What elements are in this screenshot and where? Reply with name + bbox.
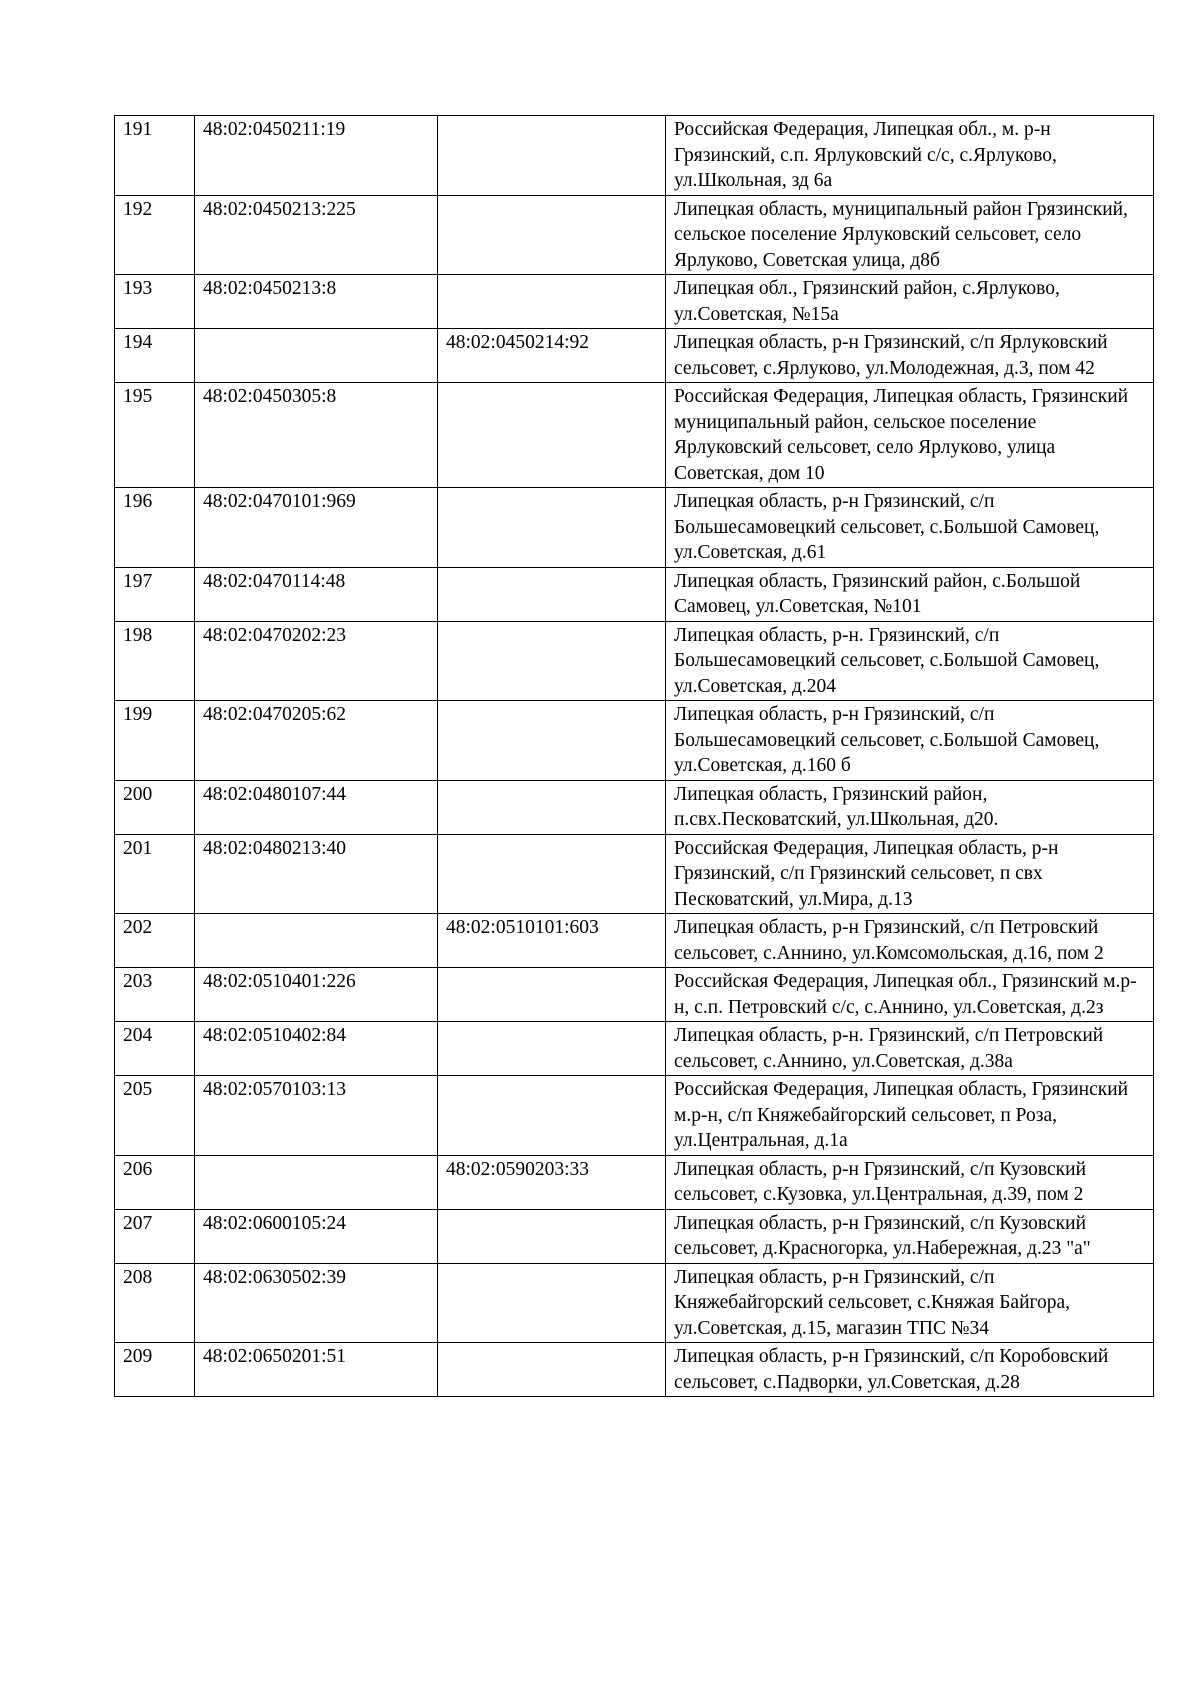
row-number-cell: 193: [115, 275, 195, 329]
building-number-cell: [438, 1076, 666, 1156]
address-cell: Российская Федерация, Липецкая область, Грязинский муниципальный район, сельское поселение Ярлуковский сельсовет, село Ярлуково, улица Советская, дом 10: [666, 383, 1154, 488]
table-row: [115, 383, 1154, 488]
row-number-cell: 201: [115, 834, 195, 914]
land-plot-number-cell: 48:02:0470205:62: [195, 701, 438, 781]
property-table: [114, 115, 1154, 1397]
building-number-cell: [438, 488, 666, 568]
address-cell: Липецкая область, р-н Грязинский, с/п Кузовский сельсовет, с.Кузовка, ул.Центральная, д.39, пом 2: [666, 1155, 1154, 1209]
address-cell: Липецкая область, р-н Грязинский, с/п Большесамовецкий сельсовет, с.Большой Самовец, ул.Советская, д.61: [666, 488, 1154, 568]
land-plot-number-cell: 48:02:0480107:44: [195, 780, 438, 834]
address-cell: Липецкая область, Грязинский район, с.Большой Самовец, ул.Советская, №101: [666, 567, 1154, 621]
table-row: [115, 701, 1154, 781]
address-cell: Липецкая область, р-н Грязинский, с/п Кузовский сельсовет, д.Красногорка, ул.Набережная, д.23 "а": [666, 1209, 1154, 1263]
land-plot-number-cell: 48:02:0450211:19: [195, 116, 438, 196]
land-plot-number-cell: 48:02:0450213:8: [195, 275, 438, 329]
row-number-cell: 205: [115, 1076, 195, 1156]
building-number-cell: [438, 383, 666, 488]
building-number-cell: [438, 1343, 666, 1397]
row-number-cell: 209: [115, 1343, 195, 1397]
row-number-cell: 206: [115, 1155, 195, 1209]
address-cell: Липецкая область, Грязинский район, п.свх.Песковатский, ул.Школьная, д20.: [666, 780, 1154, 834]
row-number-cell: 191: [115, 116, 195, 196]
land-plot-number-cell: 48:02:0630502:39: [195, 1263, 438, 1343]
table-row: [115, 780, 1154, 834]
address-cell: Липецкая область, р-н Грязинский, с/п Княжебайгорский сельсовет, с.Княжая Байгора, ул.Советская, д.15, магазин ТПС №34: [666, 1263, 1154, 1343]
land-plot-number-cell: 48:02:0450213:225: [195, 195, 438, 275]
land-plot-number-cell: 48:02:0510401:226: [195, 968, 438, 1022]
building-number-cell: 48:02:0450214:92: [438, 329, 666, 383]
table-row: [115, 195, 1154, 275]
table-row: [115, 275, 1154, 329]
address-cell: Российская Федерация, Липецкая обл., Грязинский м.р-н, с.п. Петровский с/с, с.Аннино, ул.Советская, д.2з: [666, 968, 1154, 1022]
land-plot-number-cell: 48:02:0600105:24: [195, 1209, 438, 1263]
table-row: [115, 1076, 1154, 1156]
land-plot-number-cell: 48:02:0470114:48: [195, 567, 438, 621]
building-number-cell: [438, 275, 666, 329]
table-row: [115, 968, 1154, 1022]
table-row: [115, 488, 1154, 568]
address-cell: Липецкая область, р-н Грязинский, с/п Петровский сельсовет, с.Аннино, ул.Комсомольская, д.16, пом 2: [666, 914, 1154, 968]
address-cell: Липецкая область, р-н. Грязинский, с/п Большесамовецкий сельсовет, с.Большой Самовец, ул.Советская, д.204: [666, 621, 1154, 701]
building-number-cell: [438, 1263, 666, 1343]
row-number-cell: 199: [115, 701, 195, 781]
address-cell: Российская Федерация, Липецкая область, Грязинский м.р-н, с/п Княжебайгорский сельсовет, п Роза, ул.Центральная, д.1а: [666, 1076, 1154, 1156]
building-number-cell: 48:02:0510101:603: [438, 914, 666, 968]
row-number-cell: 192: [115, 195, 195, 275]
table-row: [115, 116, 1154, 196]
land-plot-number-cell: 48:02:0470101:969: [195, 488, 438, 568]
building-number-cell: [438, 195, 666, 275]
row-number-cell: 202: [115, 914, 195, 968]
land-plot-number-cell: 48:02:0480213:40: [195, 834, 438, 914]
address-cell: Липецкая область, р-н Грязинский, с/п Коробовский сельсовет, с.Падворки, ул.Советская, д.28: [666, 1343, 1154, 1397]
row-number-cell: 200: [115, 780, 195, 834]
table-row: [115, 834, 1154, 914]
building-number-cell: [438, 968, 666, 1022]
row-number-cell: 204: [115, 1022, 195, 1076]
address-cell: Липецкая область, р-н. Грязинский, с/п Петровский сельсовет, с.Аннино, ул.Советская, д.38а: [666, 1022, 1154, 1076]
row-number-cell: 208: [115, 1263, 195, 1343]
row-number-cell: 198: [115, 621, 195, 701]
land-plot-number-cell: [195, 914, 438, 968]
building-number-cell: [438, 834, 666, 914]
row-number-cell: 196: [115, 488, 195, 568]
table-row: [115, 914, 1154, 968]
building-number-cell: [438, 1209, 666, 1263]
table-row: [115, 329, 1154, 383]
address-cell: Липецкая обл., Грязинский район, с.Ярлуково, ул.Советская, №15а: [666, 275, 1154, 329]
land-plot-number-cell: [195, 1155, 438, 1209]
building-number-cell: [438, 116, 666, 196]
address-cell: Липецкая область, р-н Грязинский, с/п Большесамовецкий сельсовет, с.Большой Самовец, ул.Советская, д.160 б: [666, 701, 1154, 781]
table-row: [115, 621, 1154, 701]
land-plot-number-cell: 48:02:0470202:23: [195, 621, 438, 701]
table-row: [115, 567, 1154, 621]
row-number-cell: 197: [115, 567, 195, 621]
land-plot-number-cell: [195, 329, 438, 383]
address-cell: Липецкая область, р-н Грязинский, с/п Ярлуковский сельсовет, с.Ярлуково, ул.Молодежная, д.3, пом 42: [666, 329, 1154, 383]
land-plot-number-cell: 48:02:0450305:8: [195, 383, 438, 488]
address-cell: Российская Федерация, Липецкая обл., м. р-н Грязинский, с.п. Ярлуковский с/с, с.Ярлуково, ул.Школьная, зд 6а: [666, 116, 1154, 196]
table-row: [115, 1343, 1154, 1397]
table-body: [115, 116, 1154, 1397]
building-number-cell: [438, 621, 666, 701]
table-row: [115, 1155, 1154, 1209]
land-plot-number-cell: 48:02:0570103:13: [195, 1076, 438, 1156]
address-cell: Российская Федерация, Липецкая область, р-н Грязинский, с/п Грязинский сельсовет, п свх Песковатский, ул.Мира, д.13: [666, 834, 1154, 914]
table-row: [115, 1209, 1154, 1263]
row-number-cell: 195: [115, 383, 195, 488]
row-number-cell: 203: [115, 968, 195, 1022]
land-plot-number-cell: 48:02:0650201:51: [195, 1343, 438, 1397]
building-number-cell: [438, 1022, 666, 1076]
table-row: [115, 1263, 1154, 1343]
address-cell: Липецкая область, муниципальный район Грязинский, сельское поселение Ярлуковский сельсовет, село Ярлуково, Советская улица, д8б: [666, 195, 1154, 275]
building-number-cell: [438, 567, 666, 621]
building-number-cell: [438, 780, 666, 834]
table-row: [115, 1022, 1154, 1076]
building-number-cell: 48:02:0590203:33: [438, 1155, 666, 1209]
building-number-cell: [438, 701, 666, 781]
row-number-cell: 207: [115, 1209, 195, 1263]
land-plot-number-cell: 48:02:0510402:84: [195, 1022, 438, 1076]
row-number-cell: 194: [115, 329, 195, 383]
